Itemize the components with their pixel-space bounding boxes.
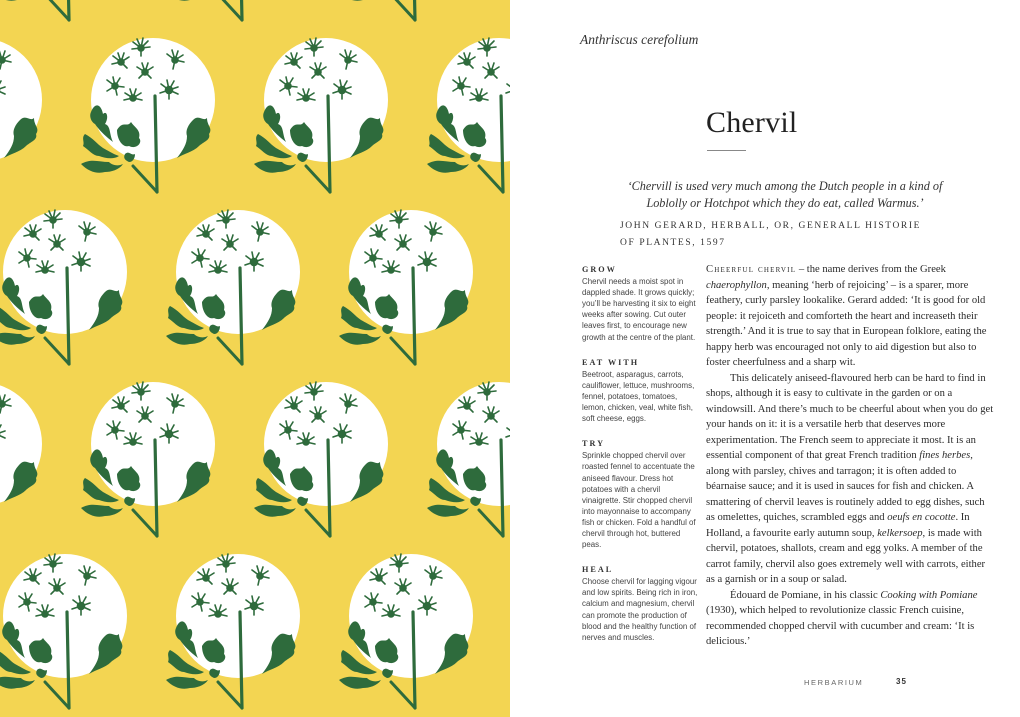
main-body-text <box>706 262 996 650</box>
sidebar-text: Choose chervil for lagging vigour and low spirits. Being rich in iron, calcium and magnesium, chervil can promote the production of blood and the healthy function of nerves and muscles. <box>582 577 698 642</box>
sidebar-section-try <box>582 438 700 550</box>
sidebar-text: Sprinkle chopped chervil over roasted fennel to accentuate the aniseed flavour. Dress hot potatoes with a chervil vinaigrette. Stir chopped chervil into mayonnaise to accompany fish or chicken. Fold a handful of chervil through hot, buttered peas. <box>582 451 696 550</box>
page-number: 35 <box>896 677 907 686</box>
sidebar-section-heal <box>582 564 700 643</box>
sidebar-section-eat-with <box>582 357 700 425</box>
sidebar-text: Beetroot, asparagus, carrots, cauliflower, lettuce, mushrooms, fennel, potatoes, tomatoes, lemon, chicken, veal, white fish, soft cheese, eggs. <box>582 369 695 424</box>
epigraph-attribution <box>620 218 960 252</box>
sidebar-heading: EAT WITH <box>582 357 640 367</box>
body-paragraph-2: This delicately aniseed-flavoured herb can be hard to find in shops, although it is easy to cultivate in the garden or on a windowsill. And there’s much to be cheerful about when you do get your hands on it: it is a versatile herb that deserves more experimentation. The French seem to appreciate it most. It is an essential component of that great French tradition fines herbes, along with parsley, chives and tarragon; it is often added to béarnaise sauce; and it is used in sauces for fish and chicken. A smattering of chervil leaves is routinely added to egg dishes, such as omelettes, quiches, scrambled eggs and oeufs en cocotte. In Holland, a favourite early autumn soup, kelkersoep, is made with chervil, potatoes, shallots, cream and egg yolks. A member of the carrot family, chervil also goes extremely well with carrots, either as a garnish or in a soup or salad. <box>706 372 994 585</box>
sidebar-heading: HEAL <box>582 565 614 575</box>
epigraph-quote: ‘Chervill is used very much among the Dutch people in a kind of Loblolly or Hotchpot which they do eat, called Warmus.’ <box>627 179 943 210</box>
sidebar-heading: GROW <box>582 265 617 274</box>
sidebar-heading: TRY <box>582 439 605 449</box>
title-divider <box>707 150 746 151</box>
latin-name: Anthriscus cerefolium <box>580 32 699 47</box>
text-page <box>510 0 1020 717</box>
running-head: HERBARIUM <box>804 678 864 687</box>
body-paragraph-1: Cheerful chervil – the name derives from the Greek chaerophyllon, meaning ‘herb of rejoicing’ – is a sparer, more feathery, curly parsley lookalike. Gerard added: ‘It is good for old people: it rejoiceth and comforteth the heart and increaseth their strength.’ And it is true to say that in European folklore, eating the happy herb was encouraged not only to aid digestion but also to foster cheerfulness and a sharp wit. <box>706 264 987 368</box>
sidebar-section-grow <box>582 264 700 343</box>
page-title: Chervil <box>706 106 798 139</box>
body-paragraph-3: Édouard de Pomiane, in his classic Cooking with Pomiane (1930), which helped to revolutionize classic French cuisine, recommended chopped chervil with cucumber and cream: ‘It is delicious.’ <box>706 589 978 647</box>
lead-in: Cheerful chervil <box>706 264 797 275</box>
sidebar-notes <box>582 264 700 657</box>
sidebar-text: Chervil needs a moist spot in dappled shade. It grows quickly; you’ll be harvesting it six to eight weeks after sowing. Cut outer leaves first, to encourage new growth at the centre of the plant. <box>582 277 696 342</box>
attribution-line-2: OF PLANTES, 1597 <box>620 238 726 248</box>
attribution-line-1: JOHN GERARD, HERBALL, OR, GENERALL HISTORIE <box>620 221 922 231</box>
